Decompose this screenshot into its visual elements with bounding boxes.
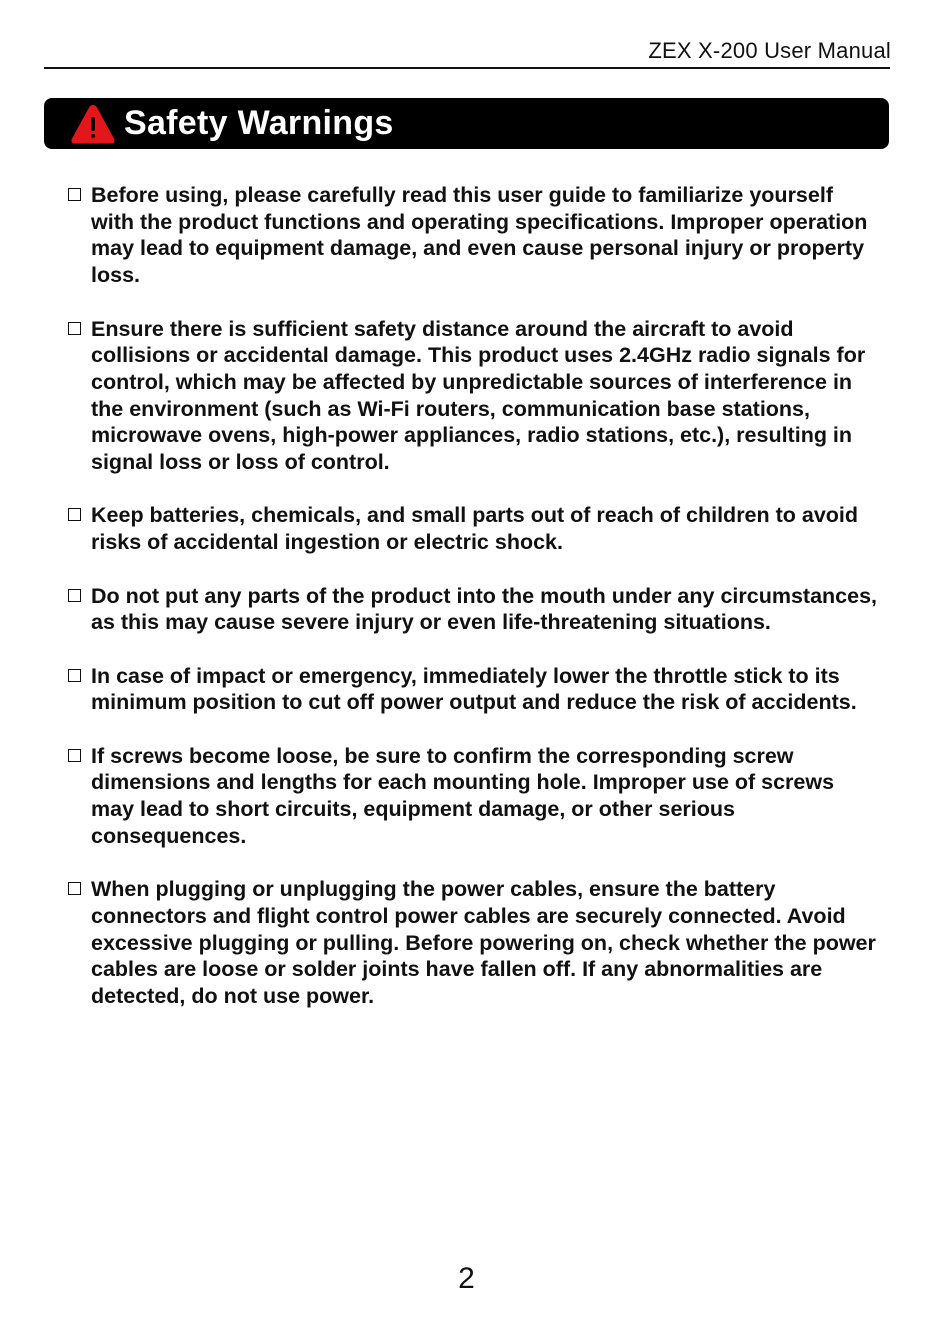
checkbox-icon [68,508,81,521]
warning-item [68,583,878,636]
warning-item [68,502,878,555]
warning-item [68,743,878,850]
checkbox-icon [68,322,81,335]
warning-text: Before using, please carefully read this user guide to familiarize yourself with the product functions and operating specifications. Improper operation may lead to equipment damage, and even cause personal injury or property loss. [91,183,868,288]
warning-text: Ensure there is sufficient safety distance around the aircraft to avoid collisions or accidental damage. This product uses 2.4GHz radio signals for control, which may be affected by unpredictable sources of interference in the environment (such as Wi-Fi routers, communication base stations, microwave ovens, high-power appliances, radio stations, etc.), resulting in signal loss or loss of control. [91,316,866,475]
checkbox-icon [68,749,81,762]
warning-item [68,663,878,716]
warning-text: Keep batteries, chemicals, and small parts out of reach of children to avoid risks of accidental ingestion or electric shock. [91,503,859,555]
safety-warnings-list [68,182,878,1036]
warning-triangle-icon [70,103,116,145]
warning-text: If screws become loose, be sure to confirm the corresponding screw dimensions and lengths for each mounting hole. Improper use of screws may lead to short circuits, equipment damage, or other serious consequences. [91,743,835,848]
warning-text: In case of impact or emergency, immediately lower the throttle stick to its minimum position to cut off power output and reduce the risk of accidents. [91,663,857,715]
warning-item [68,876,878,1010]
warning-text: When plugging or unplugging the power cables, ensure the battery connectors and flight control power cables are securely connected. Avoid excessive plugging or pulling. Before powering on, check whether the power cables are loose or solder joints have fallen off. If any abnormalities are detected, do not use power. [91,877,876,1008]
warning-text: Do not put any parts of the product into the mouth under any circumstances, as this may cause severe injury or even life-threatening situations. [91,583,877,635]
checkbox-icon [68,669,81,682]
page-number: 2 [458,1262,475,1295]
header-divider [44,67,890,69]
checkbox-icon [68,188,81,201]
section-title: Safety Warnings [124,104,394,142]
warning-item [68,316,878,476]
manual-title: ZEX X-200 User Manual [648,38,891,63]
checkbox-icon [68,882,81,895]
checkbox-icon [68,589,81,602]
warning-item [68,182,878,289]
section-banner [44,98,889,149]
